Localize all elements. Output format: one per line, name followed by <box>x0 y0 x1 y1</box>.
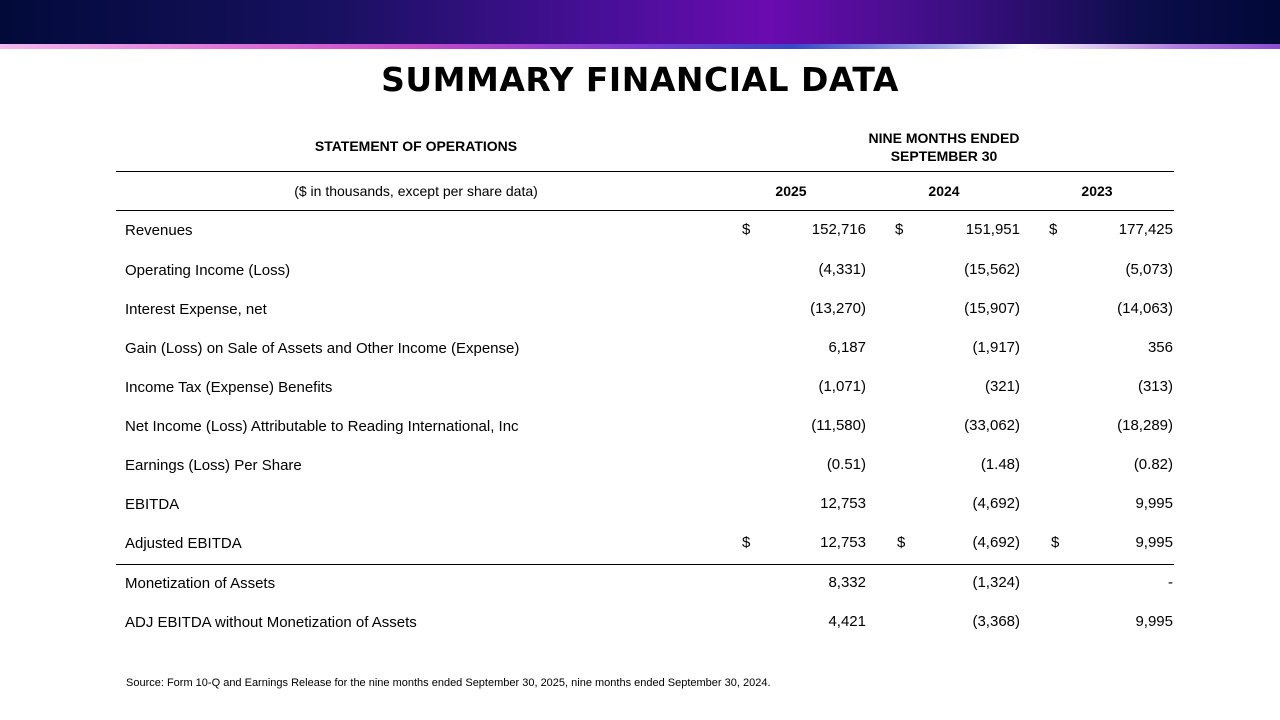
value-2024: (1,917) <box>972 339 1020 356</box>
table-row <box>0 406 1280 445</box>
value-2023: 9,995 <box>1135 534 1173 551</box>
value-2025: (1,071) <box>818 378 866 395</box>
row-label: Interest Expense, net <box>125 301 267 318</box>
table-row <box>0 563 1280 602</box>
value-2025: 12,753 <box>820 534 866 551</box>
value-2024: (15,907) <box>964 300 1020 317</box>
section-header: STATEMENT OF OPERATIONS <box>314 138 518 154</box>
value-2023: (5,073) <box>1125 261 1173 278</box>
units-label: ($ in thousands, except per share data) <box>294 183 538 199</box>
value-2023: (0.82) <box>1133 456 1173 473</box>
row-label: Earnings (Loss) Per Share <box>125 457 302 474</box>
value-2024: (3,368) <box>972 613 1020 630</box>
currency-symbol: $ <box>1051 534 1060 551</box>
row-label: Monetization of Assets <box>125 575 276 592</box>
year-header-2024: 2024 <box>928 183 960 199</box>
header-accent-line <box>0 44 1280 49</box>
value-2023: - <box>1168 574 1173 591</box>
value-2024: (4,692) <box>972 534 1020 551</box>
table-row <box>0 484 1280 523</box>
value-2025: 8,332 <box>828 574 866 591</box>
value-2024: 151,951 <box>965 221 1020 238</box>
table-row <box>0 367 1280 406</box>
value-2024: (4,692) <box>972 495 1020 512</box>
table-row <box>0 602 1280 641</box>
value-2025: (11,580) <box>811 417 866 434</box>
value-2023: (18,289) <box>1117 417 1173 434</box>
value-2023: 9,995 <box>1135 495 1173 512</box>
row-label: Operating Income (Loss) <box>125 262 291 279</box>
value-2023: 356 <box>1147 339 1173 356</box>
currency-symbol: $ <box>897 534 906 551</box>
table-row <box>0 250 1280 289</box>
value-2025: (13,270) <box>810 300 866 317</box>
value-2025: 4,421 <box>828 613 866 630</box>
value-2024: (1,324) <box>972 574 1020 591</box>
value-2024: (15,562) <box>964 261 1020 278</box>
header-divider <box>116 171 1174 172</box>
table-row <box>0 210 1280 249</box>
row-label: Income Tax (Expense) Benefits <box>125 379 333 396</box>
value-2025: (0.51) <box>826 456 866 473</box>
currency-symbol: $ <box>895 221 904 238</box>
value-2024: (33,062) <box>964 417 1020 434</box>
year-header-2025: 2025 <box>775 183 807 199</box>
row-label: Net Income (Loss) Attributable to Reading International, Inc <box>125 418 519 435</box>
value-2025: 6,187 <box>828 339 866 356</box>
value-2023: (14,063) <box>1117 300 1173 317</box>
value-2025: (4,331) <box>818 261 866 278</box>
table-row <box>0 445 1280 484</box>
row-label: ADJ EBITDA without Monetization of Assets <box>125 614 417 631</box>
period-header <box>830 129 1058 165</box>
value-2025: 12,753 <box>820 495 866 512</box>
value-2024: (1.48) <box>980 456 1020 473</box>
value-2023: (313) <box>1137 378 1173 395</box>
year-header-2023: 2023 <box>1081 183 1113 199</box>
value-2023: 177,425 <box>1118 221 1173 238</box>
value-2024: (321) <box>984 378 1020 395</box>
row-label: Gain (Loss) on Sale of Assets and Other Income (Expense) <box>125 340 520 357</box>
period-header-line1: NINE MONTHS ENDED <box>868 130 1020 146</box>
row-label: Revenues <box>125 222 193 239</box>
table-row <box>0 523 1280 562</box>
value-2023: 9,995 <box>1135 613 1173 630</box>
table-row <box>0 289 1280 328</box>
row-label: EBITDA <box>125 496 180 513</box>
header-banner <box>0 0 1280 44</box>
currency-symbol: $ <box>742 221 751 238</box>
row-label: Adjusted EBITDA <box>125 535 242 552</box>
value-2025: 152,716 <box>811 221 866 238</box>
source-note: Source: Form 10-Q and Earnings Release for the nine months ended September 30, 2025, nine months ended September 30, 2024. <box>126 677 771 689</box>
period-header-line2: SEPTEMBER 30 <box>890 148 998 164</box>
table-row <box>0 328 1280 367</box>
currency-symbol: $ <box>1049 221 1058 238</box>
currency-symbol: $ <box>742 534 751 551</box>
page-title: SUMMARY FINANCIAL DATA <box>381 60 899 99</box>
